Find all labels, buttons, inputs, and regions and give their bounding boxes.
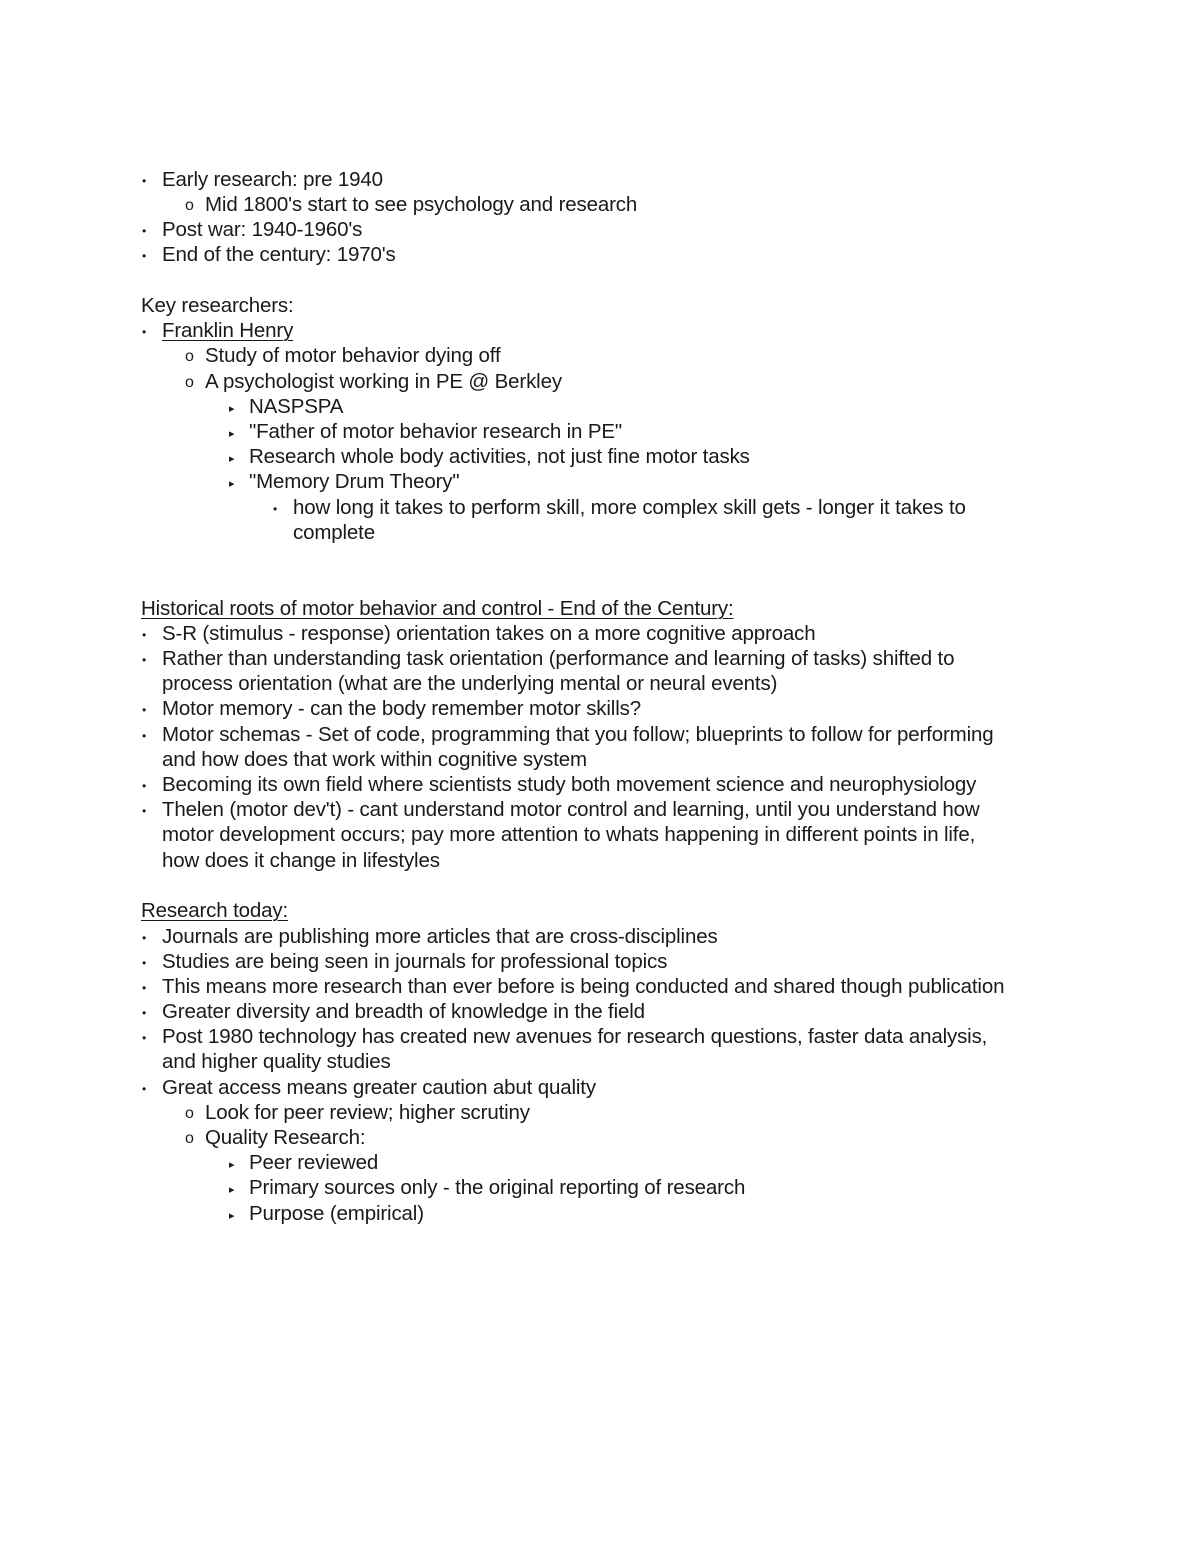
- list-item: ▸ "Memory Drum Theory": [249, 469, 460, 494]
- circle-bullet-icon: o: [185, 348, 194, 365]
- section-heading: Historical roots of motor behavior and control - End of the Century:: [141, 597, 734, 620]
- list-item: ▸ "Father of motor behavior research in PE": [249, 419, 622, 444]
- arrow-bullet-icon: ▸: [229, 403, 235, 415]
- section-heading: Research today:: [141, 899, 289, 922]
- arrow-bullet-icon: ▸: [229, 1159, 235, 1171]
- bullet-icon: •: [142, 249, 147, 263]
- list-item: • Becoming its own field where scientists study both movement science and neurophysiology: [162, 772, 976, 797]
- list-item: • Post war: 1940-1960's: [162, 217, 362, 242]
- bullet-icon: •: [142, 1082, 147, 1096]
- researcher-name: • Franklin Henry: [162, 318, 293, 343]
- bullet-icon: •: [142, 981, 147, 995]
- list-item: o Quality Research:: [205, 1125, 365, 1150]
- list-item: o Study of motor behavior dying off: [205, 343, 501, 368]
- list-item: • Great access means greater caution abut quality: [162, 1075, 596, 1100]
- list-item: • Thelen (motor dev't) - cant understand motor control and learning, until you understand how: [162, 797, 980, 822]
- circle-bullet-icon: o: [185, 1130, 194, 1147]
- bullet-icon: •: [142, 653, 147, 667]
- circle-bullet-icon: o: [185, 197, 194, 214]
- bullet-icon: •: [142, 956, 147, 970]
- list-item: ▸ Research whole body activities, not just fine motor tasks: [249, 444, 750, 469]
- list-item: • Journals are publishing more articles that are cross-disciplines: [162, 924, 718, 949]
- bullet-icon: •: [142, 174, 147, 188]
- bullet-icon: •: [142, 703, 147, 717]
- section-heading: Key researchers:: [141, 294, 294, 317]
- bullet-icon: •: [273, 502, 278, 516]
- list-item-continuation: motor development occurs; pay more attention to whats happening in different points in life,: [162, 823, 976, 846]
- list-item: • Motor memory - can the body remember motor skills?: [162, 696, 641, 721]
- bullet-icon: •: [142, 1031, 147, 1045]
- list-item: • Motor schemas - Set of code, programming that you follow; blueprints to follow for performing: [162, 722, 994, 747]
- list-item-continuation: complete: [293, 521, 375, 544]
- list-item: • Post 1980 technology has created new avenues for research questions, faster data analysis,: [162, 1024, 987, 1049]
- list-item-continuation: how does it change in lifestyles: [162, 849, 440, 872]
- arrow-bullet-icon: ▸: [229, 478, 235, 490]
- list-item: ▸ Primary sources only - the original reporting of research: [249, 1175, 745, 1200]
- list-item: o Look for peer review; higher scrutiny: [205, 1100, 530, 1125]
- arrow-bullet-icon: ▸: [229, 428, 235, 440]
- list-item: • S-R (stimulus - response) orientation takes on a more cognitive approach: [162, 621, 816, 646]
- list-item: ▸ Peer reviewed: [249, 1150, 378, 1175]
- bullet-icon: •: [142, 931, 147, 945]
- list-item: • This means more research than ever before is being conducted and shared though publication: [162, 974, 1004, 999]
- bullet-icon: •: [142, 325, 147, 339]
- list-item-continuation: and how does that work within cognitive system: [162, 748, 587, 771]
- arrow-bullet-icon: ▸: [229, 1184, 235, 1196]
- list-item-continuation: and higher quality studies: [162, 1050, 391, 1073]
- list-item-continuation: process orientation (what are the underlying mental or neural events): [162, 672, 778, 695]
- bullet-icon: •: [142, 729, 147, 743]
- bullet-icon: •: [142, 779, 147, 793]
- bullet-icon: •: [142, 628, 147, 642]
- list-item: o A psychologist working in PE @ Berkley: [205, 369, 562, 394]
- list-item: • Rather than understanding task orientation (performance and learning of tasks) shifted to: [162, 646, 954, 671]
- bullet-icon: •: [142, 804, 147, 818]
- bullet-icon: •: [142, 224, 147, 238]
- list-item: • Greater diversity and breadth of knowledge in the field: [162, 999, 645, 1024]
- list-item: • End of the century: 1970's: [162, 242, 396, 267]
- list-item: • Early research: pre 1940: [162, 167, 383, 192]
- list-item: ▸ Purpose (empirical): [249, 1201, 424, 1226]
- arrow-bullet-icon: ▸: [229, 1210, 235, 1222]
- list-item: o Mid 1800's start to see psychology and research: [205, 192, 637, 217]
- circle-bullet-icon: o: [185, 374, 194, 391]
- list-item: • Studies are being seen in journals for professional topics: [162, 949, 667, 974]
- list-item: ▸ NASPSPA: [249, 394, 343, 419]
- bullet-icon: •: [142, 1006, 147, 1020]
- list-item: • how long it takes to perform skill, more complex skill gets - longer it takes to: [293, 495, 966, 520]
- arrow-bullet-icon: ▸: [229, 453, 235, 465]
- circle-bullet-icon: o: [185, 1105, 194, 1122]
